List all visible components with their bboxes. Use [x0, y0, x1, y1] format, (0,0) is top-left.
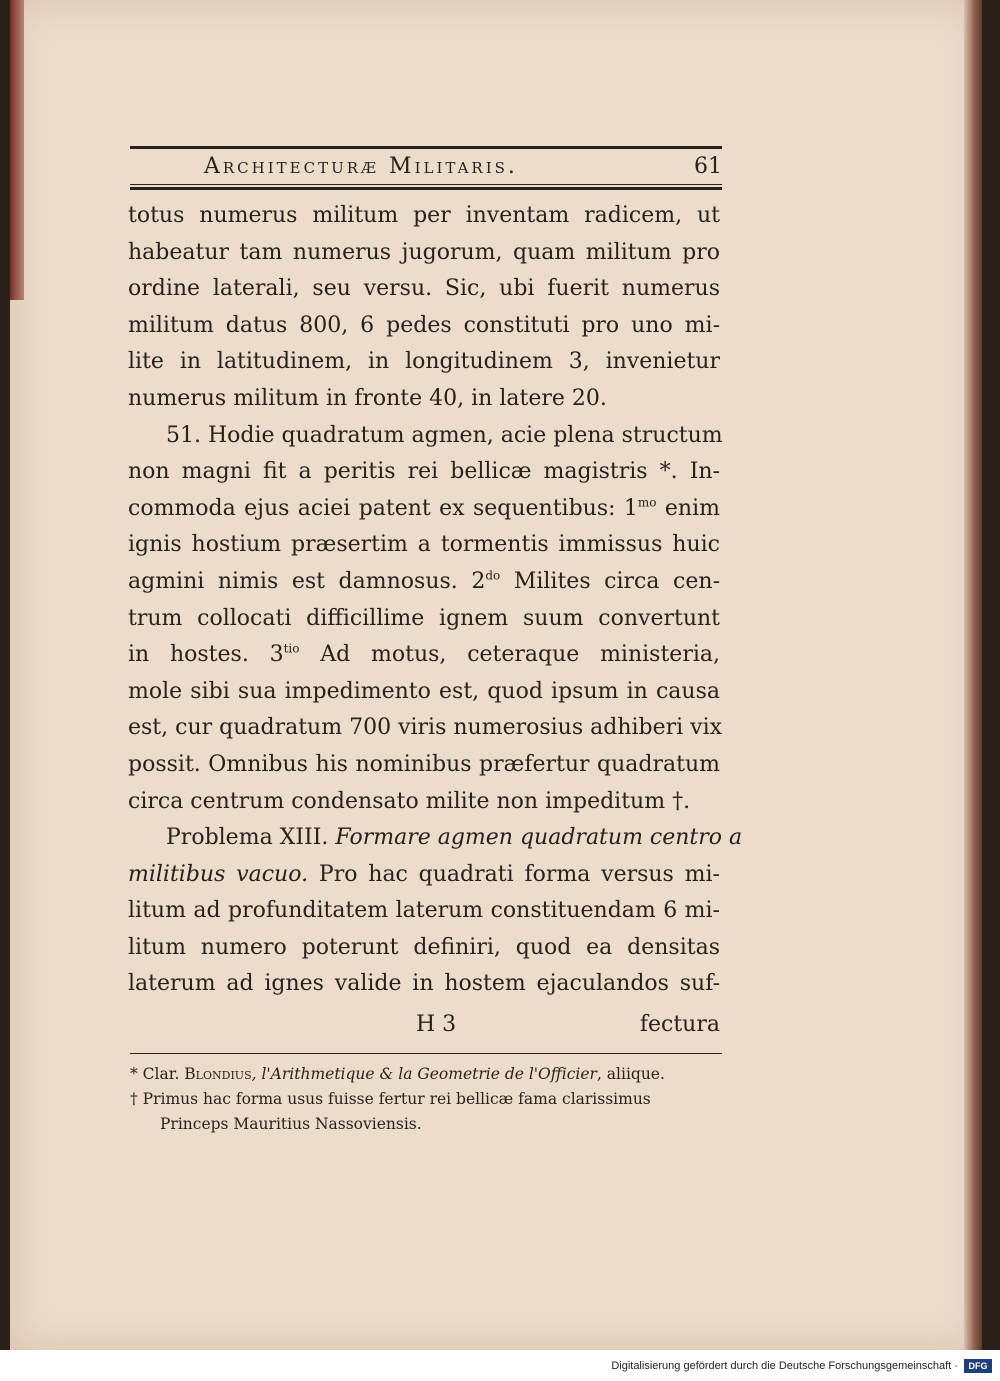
signature-mark: H 3	[416, 1012, 457, 1037]
text-line: numerus militum in fronte 40, in latere 20.	[128, 385, 607, 411]
text-line: circa centrum condensato milite non impeditum †.	[128, 788, 691, 814]
footnotes	[130, 1062, 722, 1137]
text-segment: , aliique.	[596, 1065, 665, 1083]
text-line: ignis hostium præsertim a tormentis immissus huic	[128, 532, 720, 558]
text-line: trum collocati difficillime ignem suum convertunt	[128, 605, 720, 631]
digitization-credit: Digitalisierung gefördert durch die Deutsche Forschungsgemeinschaft ·	[611, 1360, 958, 1372]
work-title: , l'Arithmetique & la Geometrie de l'Officier	[251, 1065, 597, 1083]
binding-edge	[10, 0, 24, 300]
ordinal-superscript: tio	[283, 641, 300, 656]
text-segment: Ad motus, ceteraque ministeria,	[299, 642, 720, 668]
text-line: habeatur tam numerus jugorum, quam militum pro	[128, 239, 720, 265]
footnote-2-continued: Princeps Mauritius Nassoviensis.	[160, 1115, 422, 1133]
text-line: lite in latitudinem, in longitudinem 3, invenietur	[128, 349, 720, 375]
page-number: 61	[694, 154, 722, 179]
text-segment: enim	[656, 495, 720, 521]
text-line: 51. Hodie quadratum agmen, acie plena structum	[166, 422, 723, 448]
running-title: Architecturæ Militaris.	[204, 154, 518, 179]
catchword: fectura	[639, 1012, 720, 1037]
text-line: litum ad profunditatem laterum constituendam 6 mi-	[128, 898, 720, 924]
text-line	[128, 857, 720, 894]
text-line: ordine laterali, seu versu. Sic, ubi fuerit numerus	[128, 276, 720, 302]
footnote-2: † Primus hac forma usus fuisse fertur rei bellicæ fama clarissimus	[130, 1090, 651, 1108]
problem-title: Formare agmen quadratum centro a	[328, 825, 743, 851]
problem-label: Problema XIII.	[166, 825, 329, 851]
problem-title: militibus vacuo.	[128, 861, 309, 887]
text-segment: agmini nimis est damnosus. 2	[128, 568, 486, 594]
text-line	[128, 820, 743, 857]
header-rule-mid	[130, 184, 722, 185]
text-segment: in hostes. 3	[128, 642, 284, 668]
text-line	[128, 564, 720, 601]
body-text	[128, 198, 743, 1003]
header-rule-bottom	[130, 187, 722, 190]
text-line: possit. Omnibus his nominibus præfertur quadratum	[128, 751, 720, 777]
ordinal-superscript: do	[485, 568, 501, 583]
text-segment: Pro hac quadrati forma versus mi-	[308, 861, 720, 887]
text-line: militum datus 800, 6 pedes constituti pro uno mi-	[128, 312, 720, 338]
page-edge	[964, 0, 982, 1350]
text-line: laterum ad ignes valide in hostem ejaculandos suf-	[128, 971, 720, 997]
running-header	[130, 152, 722, 182]
catchline	[128, 1012, 720, 1048]
text-line: totus numerus militum per inventam radicem, ut	[128, 203, 720, 228]
header-rule-top	[130, 146, 722, 149]
text-line: mole sibi sua impedimento est, quod ipsum in causa	[128, 678, 720, 704]
footnote-mark: * Clar.	[130, 1065, 185, 1083]
footnote-1	[130, 1062, 722, 1087]
author-name: Blondius	[184, 1065, 252, 1083]
text-line: litum numero poterunt definiri, quod ea densitas	[128, 934, 720, 960]
text-line: non magni fit a peritis rei bellicæ magistris *. In-	[128, 459, 720, 485]
text-segment: commoda ejus aciei patent ex sequentibus: 1	[128, 495, 638, 521]
text-segment: Milites circa cen-	[500, 568, 720, 594]
text-line	[128, 637, 720, 674]
ordinal-superscript: mo	[637, 495, 657, 510]
text-line: est, cur quadratum 700 viris numerosius adhiberi vix	[128, 715, 723, 741]
text-line	[128, 491, 720, 528]
dfg-logo: DFG	[964, 1359, 992, 1373]
footnote-rule	[130, 1053, 722, 1054]
